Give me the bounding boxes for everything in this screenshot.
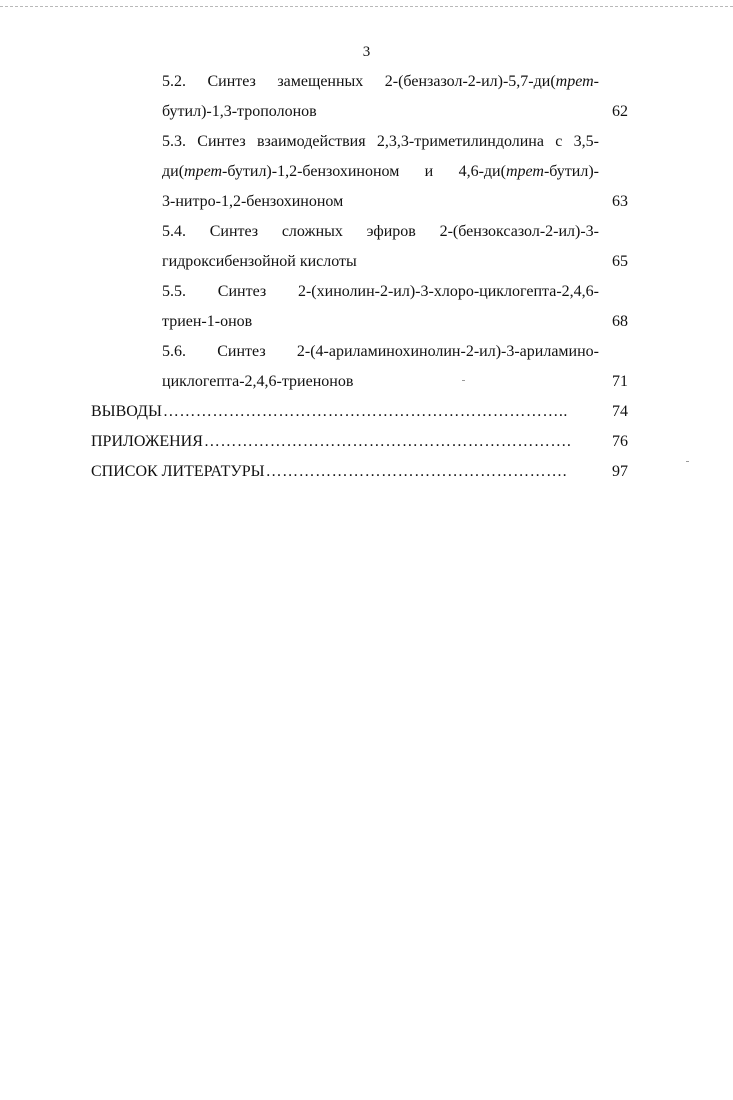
toc-entry-5-6-line-1: 5.6. Синтез 2-(4-ариламинохинолин-2-ил)-3-ариламино-	[162, 343, 599, 360]
toc-section-conclusions	[91, 397, 628, 427]
toc-entry-5-4-line-1: 5.4. Синтез сложных эфиров 2-(бензоксазол-2-ил)-3-	[162, 223, 599, 240]
toc-page-number: 63	[612, 193, 628, 210]
toc-section-references	[91, 457, 628, 487]
toc-entry-5-2-line-2: бутил)-1,3-трополонов 62	[91, 97, 628, 127]
toc-entry-5-5-line-2: триен-1-онов 68	[91, 307, 628, 337]
scan-edge-artifact	[0, 6, 733, 7]
toc-page-number: 76	[612, 433, 628, 450]
toc-entry-5-5-line-1: 5.5. Синтез 2-(хинолин-2-ил)-3-хлоро-циклогепта-2,4,6-	[162, 283, 599, 300]
toc-entry-5-2-line-1: 5.2. Синтез замещенных 2-(бензазол-2-ил)-5,7-ди(трет-	[162, 73, 599, 90]
table-of-contents	[91, 67, 628, 487]
toc-entry-5-3-line-2: ди(трет-бутил)-1,2-бензохиноном и 4,6-ди(трет-бутил)-	[162, 163, 599, 180]
toc-page-number: 62	[612, 103, 628, 120]
toc-section-label: ПРИЛОЖЕНИЯ	[91, 433, 203, 450]
toc-page-number: 71	[612, 373, 628, 390]
toc-section-label: ВЫВОДЫ	[91, 403, 162, 420]
toc-dot-leader: ………………………………………………………………..	[162, 403, 568, 420]
toc-entry-5-3-line-1: 5.3. Синтез взаимодействия 2,3,3-триметилиндолина с 3,5-	[162, 133, 599, 150]
page-number: 3	[362, 44, 371, 60]
toc-entry-5-4-line-2: гидроксибензойной кислоты 65	[91, 247, 628, 277]
toc-entry-5-6-line-2: циклогепта-2,4,6-триенонов 71	[91, 367, 628, 397]
toc-page-number: 65	[612, 253, 628, 270]
toc-page-number: 74	[612, 403, 628, 420]
toc-dot-leader: ………………………………………………………….	[203, 433, 572, 450]
toc-page-number: 97	[612, 463, 628, 480]
toc-dot-leader: ……………………………………………….	[265, 463, 568, 480]
toc-page-number: 68	[612, 313, 628, 330]
scan-speck	[686, 461, 689, 462]
toc-section-appendices	[91, 427, 628, 457]
toc-section-label: СПИСОК ЛИТЕРАТУРЫ	[91, 463, 265, 480]
toc-entry-5-3-line-3: 3-нитро-1,2-бензохиноном 63	[91, 187, 628, 217]
